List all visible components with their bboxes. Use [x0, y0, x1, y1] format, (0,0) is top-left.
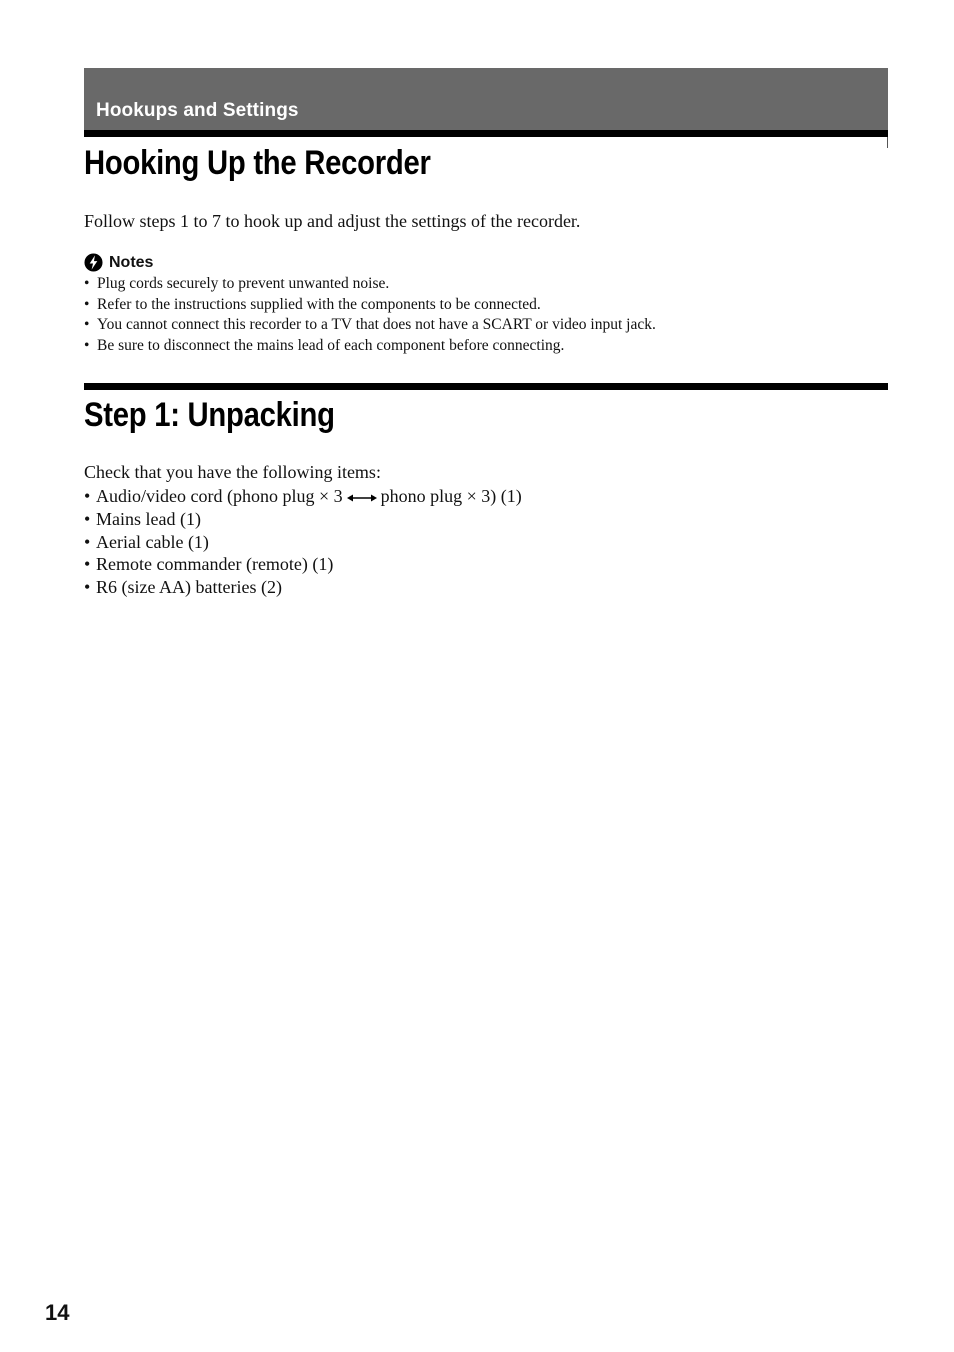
list-item: • R6 (size AA) batteries (2)	[84, 576, 522, 599]
hooking-intro: Follow steps 1 to 7 to hook up and adjust the settings of the recorder.	[84, 211, 581, 231]
av-cord-suffix: phono plug × 3) (1)	[380, 486, 522, 506]
notes-label: Notes	[109, 253, 154, 271]
page-number: 14	[45, 1300, 70, 1325]
top-rule	[84, 130, 888, 137]
notes-icon	[84, 253, 103, 272]
note-item: • Be sure to disconnect the mains lead of each component before connecting.	[84, 336, 656, 357]
list-item: • Remote commander (remote) (1)	[84, 553, 522, 576]
section-banner	[84, 68, 888, 130]
list-item-av-cord	[84, 485, 522, 508]
section-title: Hookups and Settings	[96, 100, 299, 121]
rule-tick	[887, 137, 888, 148]
mid-rule	[84, 383, 888, 390]
hooking-heading: Hooking Up the Recorder	[84, 144, 431, 182]
notes-header	[84, 253, 153, 272]
step1-heading: Step 1: Unpacking	[84, 396, 335, 434]
note-item: • Refer to the instructions supplied with the components to be connected.	[84, 295, 656, 316]
notes-list	[84, 274, 656, 356]
double-arrow-icon	[347, 493, 377, 503]
av-cord-prefix: Audio/video cord (phono plug × 3	[96, 486, 343, 506]
note-item: • Plug cords securely to prevent unwanted noise.	[84, 274, 656, 295]
step1-intro: Check that you have the following items:	[84, 462, 381, 482]
items-list	[84, 485, 522, 599]
list-item: • Mains lead (1)	[84, 508, 522, 531]
list-item: • Aerial cable (1)	[84, 531, 522, 554]
note-item: • You cannot connect this recorder to a TV that does not have a SCART or video input jack.	[84, 315, 656, 336]
